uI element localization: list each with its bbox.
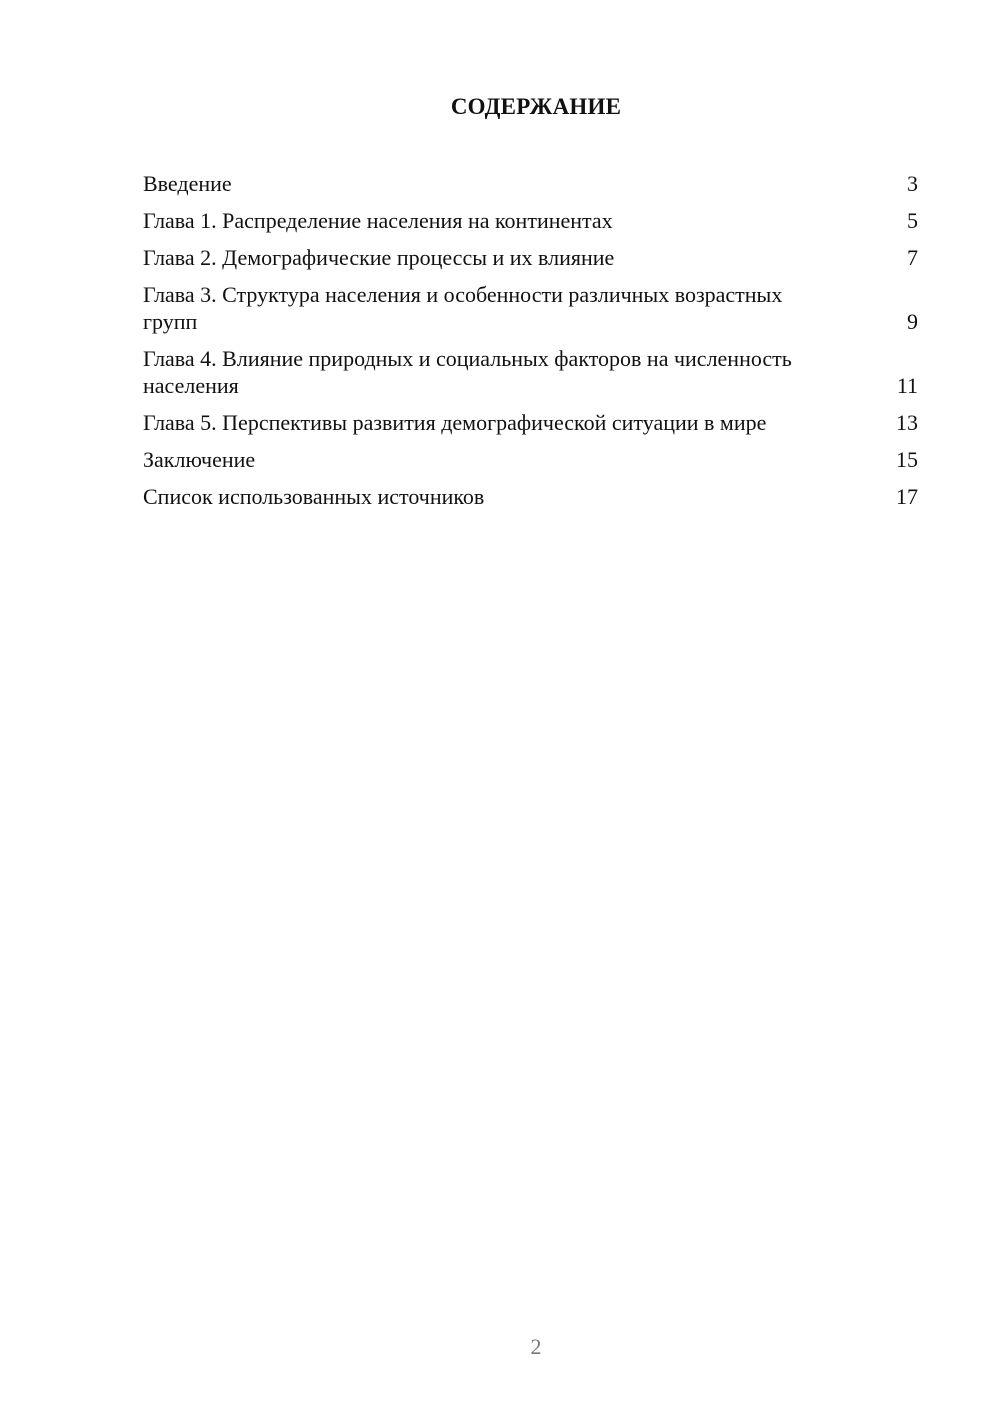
toc-entry-chapter-2[interactable] (143, 244, 918, 271)
toc-entry-page: 15 (896, 447, 918, 472)
page-number: 2 (530, 1334, 542, 1359)
toc-entry-text: Заключение (143, 447, 256, 472)
toc-entry-text: Глава 1. Распределение населения на континентах (143, 208, 613, 233)
toc-entry-text: Глава 5. Перспективы развития демографической ситуации в мире (143, 410, 767, 435)
toc-entry-introduction[interactable] (143, 170, 918, 197)
toc-entry-chapter-5[interactable] (143, 409, 918, 436)
toc-entry-conclusion[interactable] (143, 446, 918, 473)
toc-entry-page: 7 (907, 245, 918, 270)
toc-entry-text: Глава 3. Структура населения и особенности различных возрастных групп (143, 282, 783, 334)
toc-entry-text: Глава 4. Влияние природных и социальных факторов на численность населения (143, 346, 792, 398)
toc-entry-page: 5 (907, 208, 918, 233)
table-of-contents (143, 170, 918, 520)
toc-entry-chapter-4[interactable] (143, 345, 918, 399)
toc-entry-chapter-1[interactable] (143, 207, 918, 234)
toc-entry-references[interactable] (143, 483, 918, 510)
toc-entry-page: 17 (896, 484, 918, 509)
toc-entry-page: 13 (896, 410, 918, 435)
toc-entry-page: 9 (907, 309, 918, 334)
toc-entry-page: 3 (907, 171, 918, 196)
toc-entry-text: Введение (143, 171, 232, 196)
toc-entry-chapter-3[interactable] (143, 281, 918, 335)
toc-entry-text: Список использованных источников (143, 484, 485, 509)
toc-entry-page: 11 (896, 373, 918, 398)
toc-entry-text: Глава 2. Демографические процессы и их влияние (143, 245, 615, 270)
page-title: СОДЕРЖАНИЕ (450, 94, 622, 119)
